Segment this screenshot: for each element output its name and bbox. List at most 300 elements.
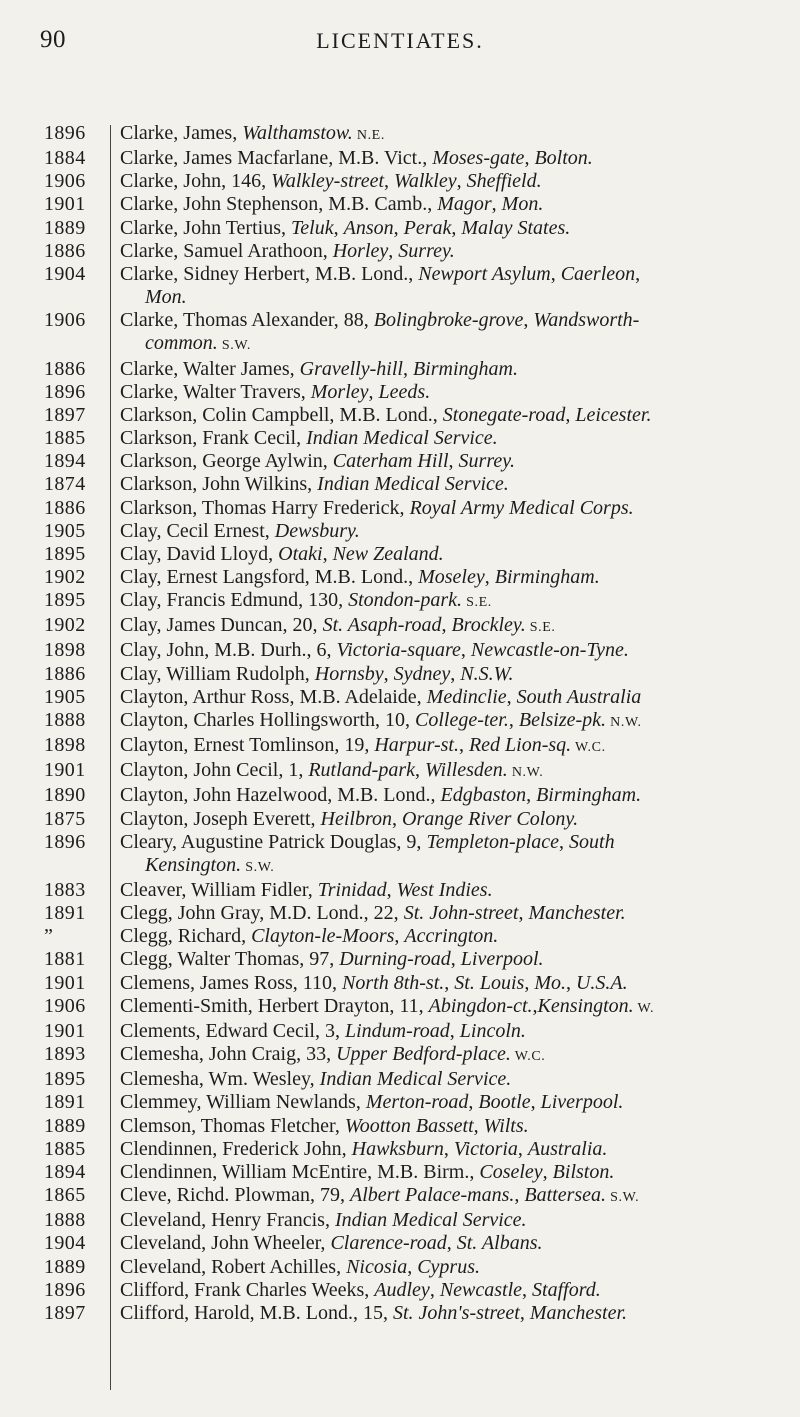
entry-row xyxy=(44,497,784,520)
entry-address: Gravelly-hill xyxy=(299,357,403,380)
entry-name: , xyxy=(444,971,455,994)
entry-name: , xyxy=(517,1137,528,1160)
entry-name: , xyxy=(460,639,471,662)
entry-address: St. Louis xyxy=(454,971,525,994)
entry-address: Kensington. xyxy=(145,853,242,876)
entry-address: Liverpool. xyxy=(460,948,544,971)
entry-address: Bilston. xyxy=(552,1160,615,1183)
page-number: 90 xyxy=(40,26,66,53)
entry-name: Cleveland, Robert Achilles, xyxy=(120,1255,347,1278)
entry-address: Liverpool. xyxy=(540,1091,624,1114)
entry-year: 1906 xyxy=(44,309,86,332)
entry-row xyxy=(44,972,784,995)
entry-year: 1875 xyxy=(44,807,86,830)
entry-text xyxy=(115,543,784,566)
entry-name: , xyxy=(526,784,537,807)
entry-row xyxy=(44,473,784,496)
entry-year: 1897 xyxy=(44,1301,86,1324)
entry-address: Orange River Colony. xyxy=(402,807,579,830)
entry-name: Clarke, Walter James, xyxy=(120,357,300,380)
entry-name: Clayton, John Hazelwood, M.B. Lond., xyxy=(120,784,441,807)
entry-year: 1889 xyxy=(44,216,86,239)
entry-address: Mo. xyxy=(534,971,566,994)
entry-name: Clarkson, John Wilkins, xyxy=(120,473,318,496)
entry-text xyxy=(115,122,784,147)
entry-row xyxy=(44,589,784,614)
entry-row xyxy=(44,1302,784,1325)
entry-year: 1888 xyxy=(44,708,86,731)
entry-address: Wootton Bassett xyxy=(344,1114,474,1137)
entry-address: Perak xyxy=(403,216,452,239)
entry-name: Clayton, Arthur Ross, M.B. Adelaide, xyxy=(120,685,427,708)
entry-name: , xyxy=(392,807,403,830)
entry-name: Clarkson, Thomas Harry Frederick, xyxy=(120,496,410,519)
entry-name: Cleaver, William Fidler, xyxy=(120,879,318,901)
entry-year: 1895 xyxy=(44,589,86,612)
entry-text xyxy=(115,686,784,709)
entry-text xyxy=(115,995,784,1020)
entry-year: 1896 xyxy=(44,1278,86,1301)
entry-year: 1896 xyxy=(44,380,86,403)
entry-address: Coseley xyxy=(479,1160,543,1183)
entry-text xyxy=(115,286,784,309)
entry-name: Clay, Cecil Ernest, xyxy=(120,519,275,542)
entry-row xyxy=(44,995,784,1020)
entry-district: S.E. xyxy=(462,595,492,611)
entry-name: Cleveland, Henry Francis, xyxy=(120,1209,335,1232)
entry-address: West Indies. xyxy=(396,879,493,901)
entry-address: Lincoln. xyxy=(459,1019,526,1042)
entry-row xyxy=(44,1279,784,1302)
entry-name: , xyxy=(565,403,576,426)
entry-text xyxy=(115,808,784,831)
entry-text xyxy=(115,1020,784,1043)
entry-text xyxy=(115,734,784,759)
entry-address: St. Asaph-road xyxy=(322,614,442,637)
entry-text xyxy=(115,1256,784,1279)
entry-address: Battersea. xyxy=(524,1184,607,1207)
entry-address: Red Lion-sq. xyxy=(468,734,572,757)
entry-address: Caerleon xyxy=(560,262,636,285)
entry-address: Dewsbury. xyxy=(274,519,360,542)
entry-row xyxy=(44,1209,784,1232)
entry-name: , xyxy=(514,1184,525,1207)
entry-address: Horley xyxy=(332,239,389,262)
entry-year: 1891 xyxy=(44,1091,86,1114)
entry-name: Clarke, Thomas Alexander, 88, xyxy=(120,309,374,332)
entry-name: , xyxy=(456,170,467,193)
entry-year: ” xyxy=(44,925,54,948)
entries-list xyxy=(44,122,784,1325)
entry-row xyxy=(44,784,784,807)
entry-name: , xyxy=(449,1019,460,1042)
entry-address: Upper Bedford-place. xyxy=(336,1043,511,1066)
entry-address: Victoria xyxy=(453,1137,518,1160)
entry-row xyxy=(44,1043,784,1068)
entry-name: Clay, William Rudolph, xyxy=(120,662,315,685)
entry-text xyxy=(115,263,784,286)
entry-name: Clayton, Joseph Everett, xyxy=(120,807,321,830)
entry-name: , xyxy=(524,147,535,170)
entry-row-continuation xyxy=(44,286,784,309)
entry-address: South Australia xyxy=(516,685,642,708)
entry-name: Clarke, John Stephenson, M.B. Camb., xyxy=(120,193,438,216)
entry-row xyxy=(44,808,784,831)
entry-row xyxy=(44,1232,784,1255)
entry-row xyxy=(44,147,784,170)
entry-address: Durning-road xyxy=(339,948,451,971)
entry-address: Clarence-road xyxy=(330,1232,447,1255)
entry-name: , xyxy=(322,542,333,565)
entry-address: common. xyxy=(145,332,218,355)
entry-name: Clay, David Lloyd, xyxy=(120,542,279,565)
entry-address: N.S.W. xyxy=(460,662,514,685)
entry-year: 1904 xyxy=(44,262,86,285)
entry-year: 1897 xyxy=(44,403,86,426)
entry-year: 1891 xyxy=(44,902,86,925)
entry-name: Clay, John, M.B. Durh., 6, xyxy=(120,639,337,662)
entry-address: Belsize-pk. xyxy=(518,708,607,731)
entry-row xyxy=(44,1184,784,1209)
entry-address: Victoria-square xyxy=(336,639,461,662)
entry-year: 1890 xyxy=(44,784,86,807)
entry-row xyxy=(44,122,784,147)
entry-text xyxy=(115,1279,784,1302)
entry-text xyxy=(115,639,784,662)
entry-name: Clemens, James Ross, 110, xyxy=(120,971,343,994)
entry-text xyxy=(115,473,784,496)
entry-row xyxy=(44,639,784,662)
entry-name: Clemesha, John Craig, 33, xyxy=(120,1043,337,1066)
entry-name: Clay, Ernest Langsford, M.B. Lond., xyxy=(120,565,419,588)
entry-address: Lindum-road xyxy=(344,1019,450,1042)
entry-year: 1883 xyxy=(44,879,86,901)
entry-name: Clementi-Smith, Herbert Drayton, 11, xyxy=(120,994,429,1017)
entry-row xyxy=(44,1115,784,1138)
entry-address: Leicester. xyxy=(575,403,652,426)
entry-text xyxy=(115,309,784,332)
entry-address: Templeton-place xyxy=(426,830,560,853)
entry-year: 1893 xyxy=(44,1043,86,1066)
entry-text xyxy=(115,784,784,807)
entry-address: Stonegate-road xyxy=(442,403,566,426)
entry-text xyxy=(115,1161,784,1184)
entry-text xyxy=(115,217,784,240)
entry-year: 1888 xyxy=(44,1209,86,1232)
entry-address: Bolton. xyxy=(534,147,593,170)
entry-address: Kensington. xyxy=(537,994,634,1017)
entry-name: Clarke, James, xyxy=(120,122,243,144)
entry-name: , xyxy=(506,685,517,708)
entry-year: 1874 xyxy=(44,473,86,496)
entry-name: , xyxy=(468,1091,479,1114)
entry-name: , xyxy=(429,1278,440,1301)
entry-address: Indian Medical Service. xyxy=(319,1068,512,1091)
entry-text xyxy=(115,879,784,902)
entry-name: Clifford, Harold, M.B. Lond., 15, xyxy=(120,1301,393,1324)
entry-name: , xyxy=(565,971,576,994)
entry-text xyxy=(115,1043,784,1068)
entry-name: , xyxy=(530,1091,541,1114)
entry-row xyxy=(44,427,784,450)
entry-year: 1901 xyxy=(44,971,86,994)
entry-address: St. Albans. xyxy=(456,1232,543,1255)
entry-row xyxy=(44,614,784,639)
entry-year: 1886 xyxy=(44,662,86,685)
entry-name: Clarke, John Tertius, xyxy=(120,216,291,239)
entry-name: , xyxy=(386,879,397,901)
entry-name: Clarke, John, 146, xyxy=(120,170,272,193)
entry-name: Clayton, Ernest Tomlinson, 19, xyxy=(120,734,375,757)
entry-address: Abingdon-ct. xyxy=(428,994,533,1017)
entry-name: , xyxy=(524,971,535,994)
entry-row xyxy=(44,1091,784,1114)
entry-text xyxy=(115,1209,784,1232)
entry-text xyxy=(115,948,784,971)
entry-address: Anson xyxy=(343,216,394,239)
entry-address: Hornsby xyxy=(314,662,384,685)
entry-row xyxy=(44,309,784,332)
entry-name: Clay, James Duncan, 20, xyxy=(120,614,323,637)
entry-name: Clemson, Thomas Fletcher, xyxy=(120,1114,345,1137)
entry-row xyxy=(44,381,784,404)
entry-address: Walkley-street xyxy=(271,170,385,193)
entry-year: 1898 xyxy=(44,734,86,757)
entry-address: Royal Army Medical Corps. xyxy=(409,496,634,519)
entry-year: 1889 xyxy=(44,1114,86,1137)
entry-row xyxy=(44,1068,784,1091)
entry-name: Clemmey, William Newlands, xyxy=(120,1091,366,1114)
entry-name: Clarke, Sidney Herbert, M.B. Lond., xyxy=(120,262,419,285)
entry-district: S.W. xyxy=(217,338,251,354)
entry-district: S.W. xyxy=(241,859,275,875)
entry-name: , xyxy=(451,216,462,239)
entry-year xyxy=(44,332,115,357)
entry-text xyxy=(115,566,784,589)
entry-year: 1904 xyxy=(44,1232,86,1255)
entry-row xyxy=(44,543,784,566)
entry-address: Moses-gate xyxy=(432,147,525,170)
entry-year: 1886 xyxy=(44,357,86,380)
entry-address: Wilts. xyxy=(483,1114,529,1137)
entry-text xyxy=(115,193,784,216)
entry-text xyxy=(115,427,784,450)
entry-name: Cleveland, John Wheeler, xyxy=(120,1232,331,1255)
entry-year: 1896 xyxy=(44,830,86,853)
entry-year: 1889 xyxy=(44,1255,86,1278)
entry-address: Walkley xyxy=(394,170,457,193)
entry-row xyxy=(44,709,784,734)
entry-name: Clayton, Charles Hollingsworth, 10, xyxy=(120,708,415,731)
entry-address: Heilbron xyxy=(320,807,393,830)
entry-address: Merton-road xyxy=(365,1091,469,1114)
entry-year: 1886 xyxy=(44,496,86,519)
entry-year: 1886 xyxy=(44,239,86,262)
entry-address: Brockley. xyxy=(451,614,526,637)
entry-district: N.W. xyxy=(507,765,544,781)
entry-name: , xyxy=(393,216,404,239)
entry-name: Clayton, John Cecil, 1, xyxy=(120,759,309,782)
entry-row-continuation xyxy=(44,332,784,357)
entry-name: , xyxy=(484,565,495,588)
entry-name: Clegg, Richard, xyxy=(120,925,252,948)
entry-row xyxy=(44,686,784,709)
entry-address: Accrington. xyxy=(404,925,499,948)
entry-year: 1898 xyxy=(44,639,86,662)
entry-year: 1884 xyxy=(44,147,86,170)
entry-address: Newcastle-on-Tyne. xyxy=(470,639,629,662)
page-header xyxy=(0,0,800,58)
entry-text xyxy=(115,381,784,404)
running-head: LICENTIATES. xyxy=(316,28,484,53)
entry-row xyxy=(44,759,784,784)
entry-year: 1865 xyxy=(44,1184,86,1207)
entry-text xyxy=(115,358,784,381)
entry-text xyxy=(115,497,784,520)
entry-address: Moseley xyxy=(418,565,485,588)
entry-year: 1894 xyxy=(44,450,86,473)
entry-address: Leeds. xyxy=(378,380,431,403)
entry-year: 1901 xyxy=(44,759,86,782)
entry-text xyxy=(115,831,784,854)
entry-text xyxy=(115,759,784,784)
entry-name: Clegg, Walter Thomas, 97, xyxy=(120,948,340,971)
entry-name: Clifford, Frank Charles Weeks, xyxy=(120,1278,375,1301)
entry-name: Clemesha, Wm. Wesley, xyxy=(120,1068,320,1091)
entry-district: W.C. xyxy=(510,1049,546,1065)
entry-address: Surrey. xyxy=(398,239,455,262)
entry-address: Stafford. xyxy=(532,1278,601,1301)
entry-text xyxy=(115,170,784,193)
entry-name: , xyxy=(550,262,561,285)
entry-row-continuation xyxy=(44,854,784,879)
entry-name: Clarke, Walter Travers, xyxy=(120,380,311,403)
entry-text xyxy=(115,902,784,925)
entry-name: Clarkson, Frank Cecil, xyxy=(120,427,307,450)
entry-row xyxy=(44,193,784,216)
entry-year xyxy=(44,854,115,879)
entry-address: Sydney xyxy=(393,662,451,685)
entry-address: Audley xyxy=(374,1278,430,1301)
entry-name: , xyxy=(519,1301,530,1324)
entry-year: 1906 xyxy=(44,170,86,193)
entry-name: , xyxy=(450,662,461,685)
entry-text xyxy=(115,520,784,543)
entry-row xyxy=(44,663,784,686)
entry-name: , xyxy=(333,216,344,239)
entry-address: Edgbaston xyxy=(440,784,527,807)
entry-row xyxy=(44,734,784,759)
entry-name: Clegg, John Gray, M.D. Lond., 22, xyxy=(120,902,404,925)
entry-address: St. John's-street xyxy=(392,1301,520,1324)
entry-district: S.W. xyxy=(606,1190,640,1206)
entry-row xyxy=(44,566,784,589)
entry-row xyxy=(44,170,784,193)
entry-year: 1885 xyxy=(44,427,86,450)
entry-address: Manchester. xyxy=(528,902,626,925)
entry-row xyxy=(44,1256,784,1279)
entry-address: College-ter. xyxy=(414,708,509,731)
entry-name: , xyxy=(384,170,395,193)
entry-address: Hawksburn xyxy=(351,1137,444,1160)
entry-name: , xyxy=(522,1278,533,1301)
entry-year: 1902 xyxy=(44,614,86,637)
entry-year: 1885 xyxy=(44,1137,86,1160)
entry-year: 1895 xyxy=(44,542,86,565)
entry-name: , xyxy=(635,262,641,285)
entry-address: Clayton-le-Moors xyxy=(251,925,395,948)
entry-text xyxy=(115,147,784,170)
entry-address: St. John-street xyxy=(403,902,519,925)
entry-address: Stondon-park. xyxy=(348,589,463,612)
entry-address: Mon. xyxy=(145,286,187,309)
entry-row xyxy=(44,520,784,543)
entry-year: 1901 xyxy=(44,1019,86,1042)
entry-address: Teluk xyxy=(291,216,334,239)
entry-year xyxy=(44,286,115,309)
entry-row xyxy=(44,404,784,427)
entry-name: , xyxy=(518,902,529,925)
entry-address: Indian Medical Service. xyxy=(334,1209,527,1232)
entry-district: N.W. xyxy=(606,714,642,730)
entry-address: Bootle xyxy=(478,1091,531,1114)
entry-name: , xyxy=(448,450,459,473)
entry-address: Manchester. xyxy=(529,1301,628,1324)
entry-address: Rutland-park xyxy=(308,759,415,782)
entry-name: , xyxy=(414,759,425,782)
entry-name: , xyxy=(407,1255,418,1278)
entry-district: S.E. xyxy=(525,620,556,636)
entry-text xyxy=(115,1184,784,1209)
entry-name: , xyxy=(458,734,469,757)
entry-text xyxy=(115,972,784,995)
entry-name: , xyxy=(446,1232,457,1255)
entry-name: , xyxy=(441,614,452,637)
entry-name: Cleve, Richd. Plowman, 79, xyxy=(120,1184,350,1207)
entry-name: Clements, Edward Cecil, 3, xyxy=(120,1019,345,1042)
entry-text xyxy=(115,1302,784,1325)
entry-address: Sheffield. xyxy=(466,170,542,193)
entry-name: , xyxy=(388,239,399,262)
entry-address: Morley xyxy=(310,380,369,403)
entry-year: 1905 xyxy=(44,519,86,542)
entry-text xyxy=(115,854,784,879)
entry-name: , xyxy=(542,1160,553,1183)
entry-name: , xyxy=(491,193,502,216)
entry-row xyxy=(44,263,784,286)
entry-name: , xyxy=(473,1114,484,1137)
entry-district: W. xyxy=(633,1000,655,1016)
entry-row xyxy=(44,240,784,263)
entry-name: Clendinnen, William McEntire, M.B. Birm., xyxy=(120,1160,480,1183)
entry-text xyxy=(115,1232,784,1255)
entry-name: Clarkson, Colin Campbell, M.B. Lond., xyxy=(120,403,443,426)
entry-row xyxy=(44,358,784,381)
entry-name: , xyxy=(450,948,461,971)
entry-row xyxy=(44,1020,784,1043)
entry-address: U.S.A. xyxy=(575,971,628,994)
entry-year: 1902 xyxy=(44,565,86,588)
entry-text xyxy=(115,1068,784,1091)
entry-row xyxy=(44,217,784,240)
entry-address: Trinidad xyxy=(317,879,387,901)
entry-year: 1896 xyxy=(44,122,86,144)
entry-text xyxy=(115,332,784,357)
entry-year: 1894 xyxy=(44,1160,86,1183)
entry-address: Otaki xyxy=(278,542,323,565)
entry-address: Australia. xyxy=(527,1137,608,1160)
entry-row xyxy=(44,1161,784,1184)
